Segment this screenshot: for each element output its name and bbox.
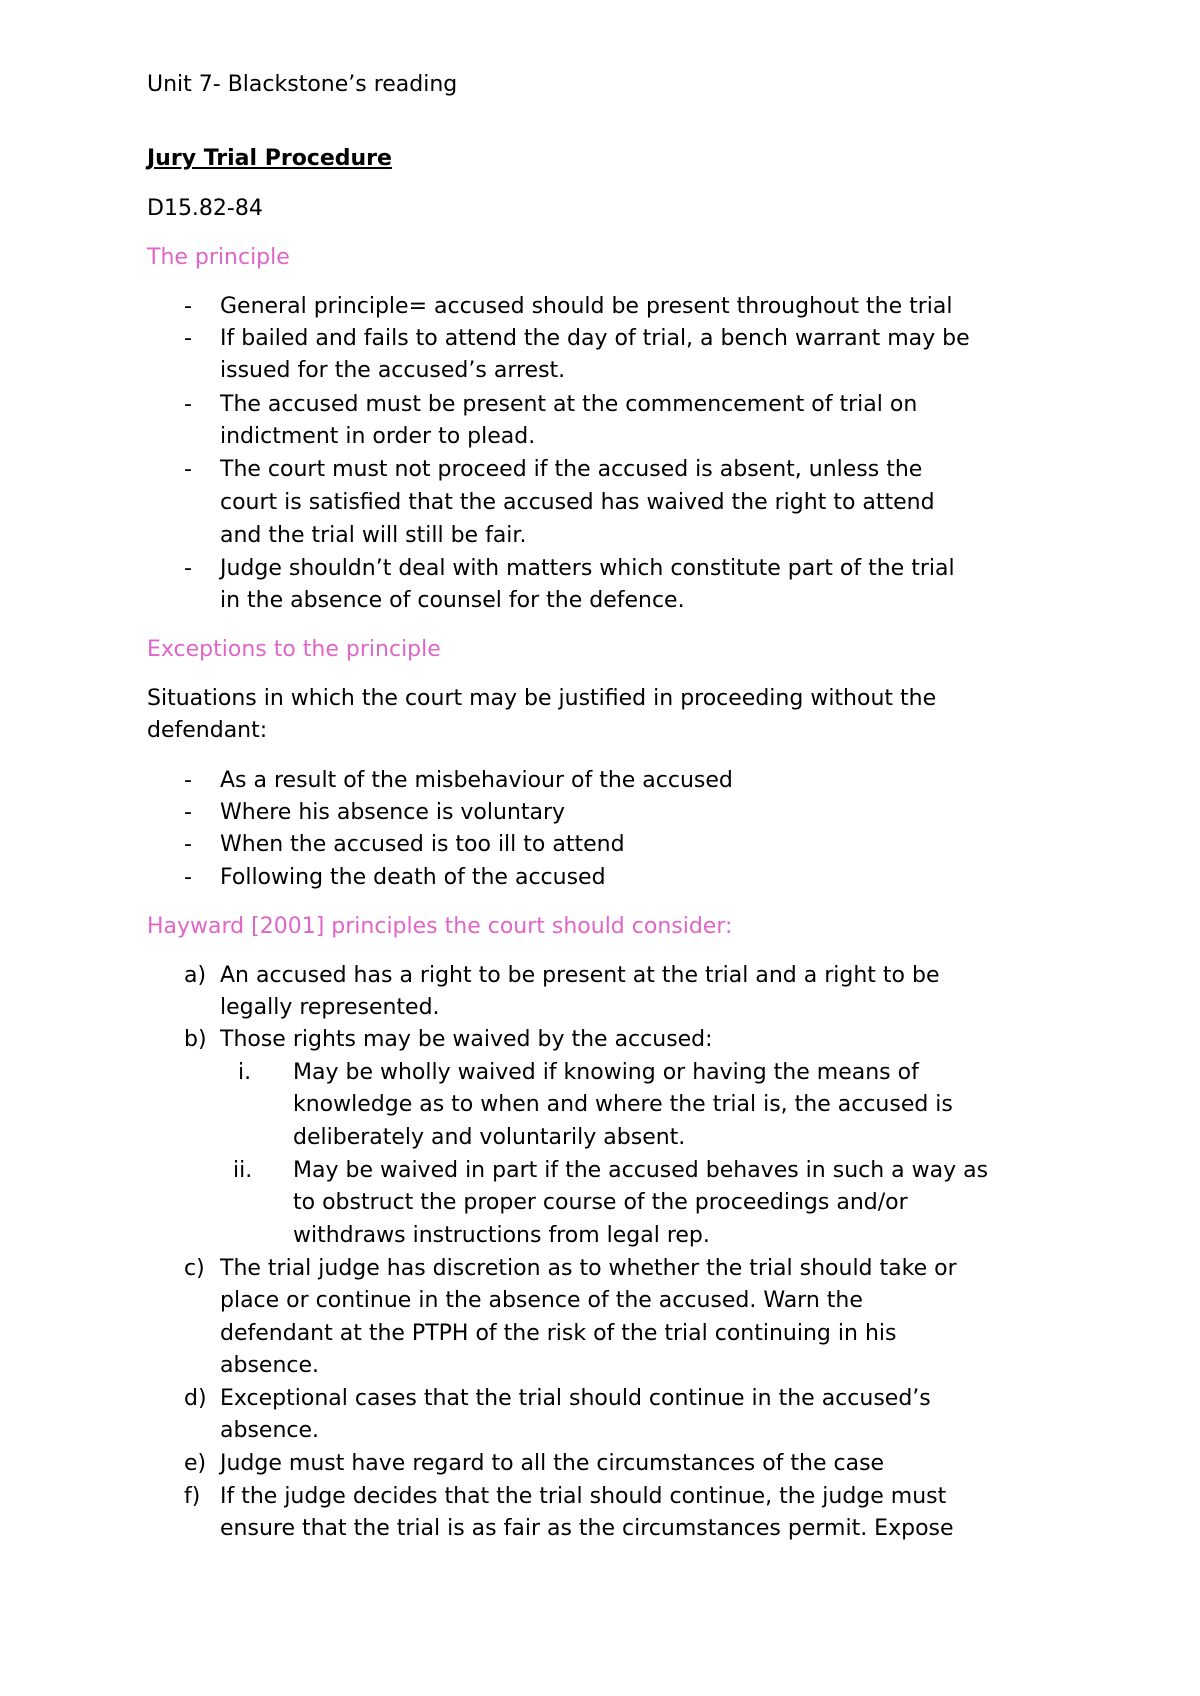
principle-bullet-1: General principle= accused should be present throughout the trial	[220, 294, 953, 319]
bullet-marker: -	[184, 556, 192, 581]
hayward-item-ii-line-1: May be waived in part if the accused behaves in such a way as	[293, 1158, 989, 1183]
list-marker-a: a)	[184, 963, 207, 988]
principle-bullet-4-line-2: court is satisfied that the accused has waived the right to attend	[220, 490, 935, 515]
section-heading-principle: The principle	[147, 245, 290, 270]
principle-bullet-4-line-3: and the trial will still be fair.	[220, 523, 527, 548]
exception-bullet-1: As a result of the misbehaviour of the accused	[220, 768, 733, 793]
exception-bullet-2: Where his absence is voluntary	[220, 800, 566, 825]
bullet-marker: -	[184, 294, 192, 319]
principle-bullet-4-line-1: The court must not proceed if the accused is absent, unless the	[220, 457, 923, 482]
hayward-item-ii-line-3: withdraws instructions from legal rep.	[293, 1223, 710, 1248]
bullet-marker: -	[184, 768, 192, 793]
hayward-item-ii-line-2: to obstruct the proper course of the proceedings and/or	[293, 1190, 908, 1215]
hayward-item-f-line-1: If the judge decides that the trial should continue, the judge must	[220, 1484, 947, 1509]
hayward-item-b-line-1: Those rights may be waived by the accused:	[220, 1027, 713, 1052]
hayward-item-c-line-3: defendant at the PTPH of the risk of the trial continuing in his	[220, 1321, 897, 1346]
exception-bullet-4: Following the death of the accused	[220, 865, 606, 890]
list-marker-c: c)	[184, 1256, 205, 1281]
hayward-item-c-line-4: absence.	[220, 1353, 320, 1378]
hayward-item-e-line-1: Judge must have regard to all the circumstances of the case	[220, 1451, 885, 1476]
exceptions-intro-line-2: defendant:	[147, 718, 268, 743]
bullet-marker: -	[184, 326, 192, 351]
principle-bullet-3-line-1: The accused must be present at the commencement of trial on	[220, 392, 918, 417]
principle-bullet-2-line-1: If bailed and fails to attend the day of trial, a bench warrant may be	[220, 326, 970, 351]
principle-bullet-3-line-2: indictment in order to plead.	[220, 424, 536, 449]
hayward-item-d-line-2: absence.	[220, 1418, 320, 1443]
bullet-marker: -	[184, 800, 192, 825]
principle-bullet-5-line-1: Judge shouldn’t deal with matters which constitute part of the trial	[220, 556, 955, 581]
list-marker-ii: ii.	[233, 1158, 253, 1183]
hayward-item-d-line-1: Exceptional cases that the trial should continue in the accused’s	[220, 1386, 931, 1411]
hayward-item-a-line-2: legally represented.	[220, 995, 440, 1020]
bullet-marker: -	[184, 457, 192, 482]
principle-bullet-5-line-2: in the absence of counsel for the defence.	[220, 588, 685, 613]
list-marker-i: i.	[238, 1060, 252, 1085]
bullet-marker: -	[184, 392, 192, 417]
hayward-item-c-line-1: The trial judge has discretion as to whether the trial should take or	[220, 1256, 957, 1281]
hayward-item-i-line-3: deliberately and voluntarily absent.	[293, 1125, 686, 1150]
reference-code: D15.82-84	[147, 196, 263, 221]
principle-bullet-2-line-2: issued for the accused’s arrest.	[220, 358, 566, 383]
list-marker-f: f)	[184, 1484, 201, 1509]
hayward-item-c-line-2: place or continue in the absence of the accused. Warn the	[220, 1288, 863, 1313]
hayward-item-a-line-1: An accused has a right to be present at the trial and a right to be	[220, 963, 940, 988]
hayward-item-i-line-1: May be wholly waived if knowing or having the means of	[293, 1060, 919, 1085]
list-marker-b: b)	[184, 1027, 207, 1052]
exception-bullet-3: When the accused is too ill to attend	[220, 832, 625, 857]
list-marker-e: e)	[184, 1451, 207, 1476]
section-heading-exceptions: Exceptions to the principle	[147, 637, 441, 662]
exceptions-intro-line-1: Situations in which the court may be justified in proceeding without the	[147, 686, 937, 711]
hayward-item-i-line-2: knowledge as to when and where the trial is, the accused is	[293, 1092, 953, 1117]
unit-heading: Unit 7- Blackstone’s reading	[147, 72, 458, 97]
section-heading-hayward: Hayward [2001] principles the court should consider:	[147, 914, 733, 939]
hayward-item-f-line-2: ensure that the trial is as fair as the circumstances permit. Expose	[220, 1516, 954, 1541]
bullet-marker: -	[184, 832, 192, 857]
list-marker-d: d)	[184, 1386, 207, 1411]
bullet-marker: -	[184, 865, 192, 890]
document-title: Jury Trial Procedure	[147, 146, 392, 171]
